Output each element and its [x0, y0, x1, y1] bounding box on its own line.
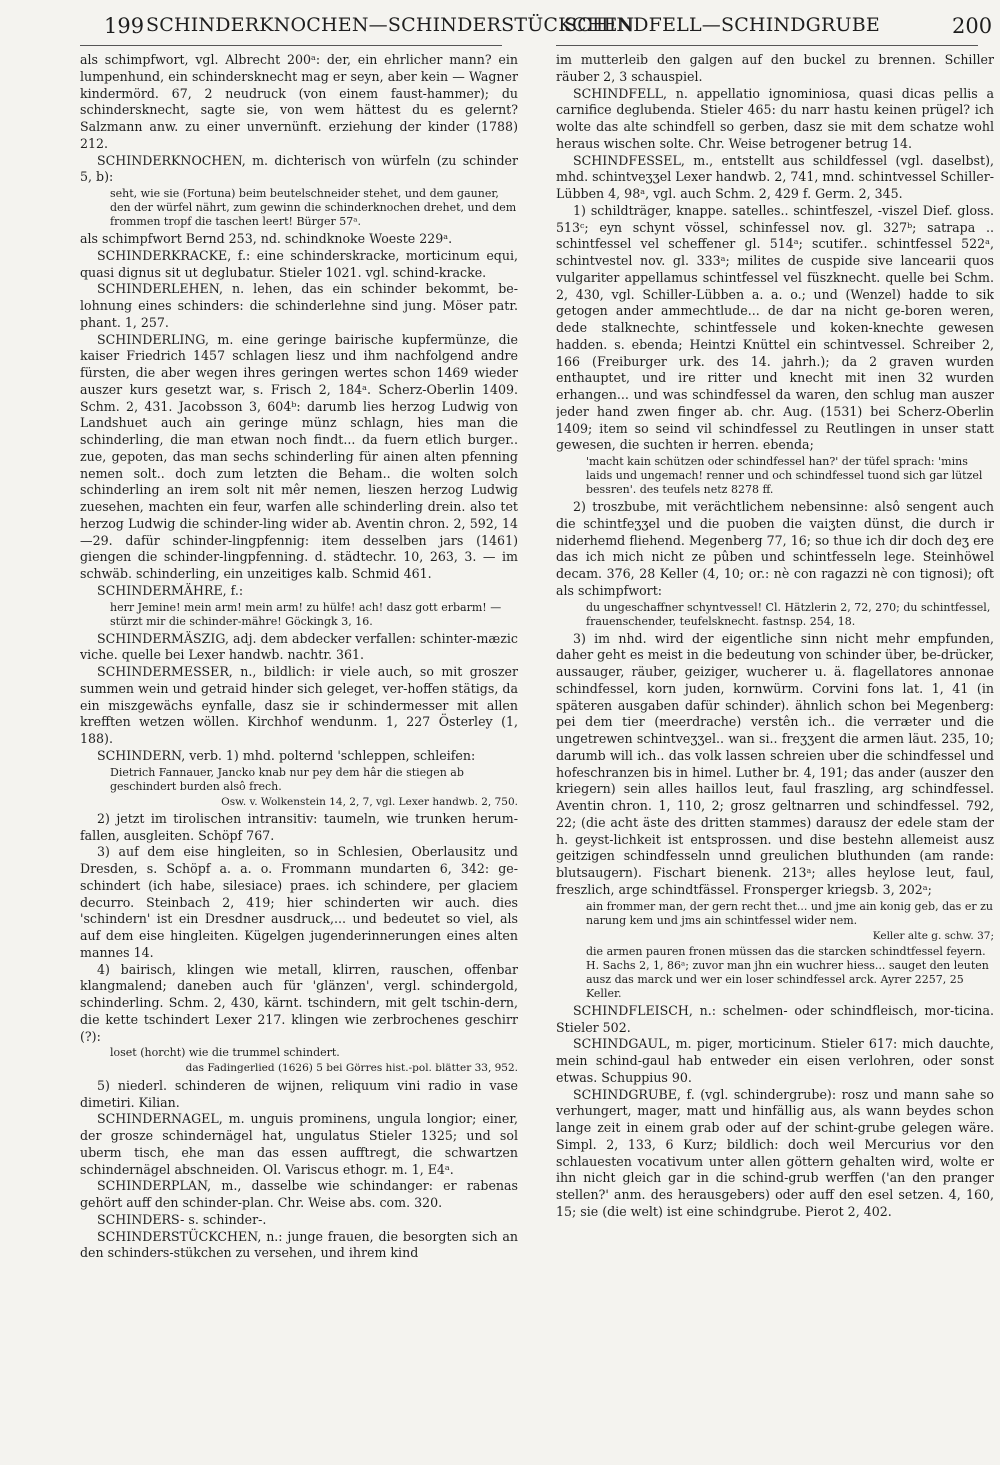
dictionary-entry: SCHINDERKNOCHEN, m. dichterisch von würfeln (zu schinder 5, b): — [80, 152, 518, 185]
right-running-header: SCHINDFELL—SCHINDGRUBE — [564, 14, 880, 36]
left-column — [80, 52, 518, 1457]
right-column — [556, 52, 994, 1457]
citation-quote: seht, wie sie (Fortuna) beim beutelschneider stehet, und dem gauner, den der würfel nährt, zum gewinn die schinderknochen drehet, und dem frommen tropf die taschen leert! Bürger 57ᵃ. — [110, 187, 517, 228]
dictionary-entry: SCHINDERKRACKE, f.: eine schinderskracke, morticinum equi, quasi dignus sit ut deglubatur. Stieler 1021. vgl. schind-kracke. — [80, 247, 518, 280]
citation-quote: Keller alte g. schw. 37; — [872, 929, 994, 942]
right-header-rule — [556, 45, 978, 46]
dictionary-entry: 3) im nhd. wird der eigentliche sinn nicht mehr empfunden, daher geht es meist in die bedeutung von schinder über, be-drücker, aussauger, räuber, geiziger, wucherer u. ä. flagellatores annonae schindfessel, korn juden, kornwürm. Corvini fons lat. 1, 41 (in späteren ausgaben dafür schinder). ähnlich schon bei Megenberg: pei dem tier (meerdrache) verstên ich.. die verræter und die ungetrewen schintveʒʒel.. wan si.. freʒʒent die armen läut. 235, 10; darumb will ich.. das volk lassen schreien uber die schindfessel und hofeschranzen bis in himel. Luther br. 4, 191; das ander (auszer den kriegern) sein alles haillos leut, faul fraszling, arg schindfessel. Aventin chron. 1, 110, 2; grosz geltnarren und schindfessel. 792, 22; (die acht äste des dritten stammes) darausz der edele stam der h. geyst-lichkeit ist entsprossen. und dise bestehn allemeist ausz geitzigen schindfesseln unnd greulichen bluthunden (am rande: blutsaugern). Fischart bienenk. 213ᵃ; alles heylose leut, faul, freszlich, arge schindtfässel. Fronsperger kriegsb. 3, 202ᵃ; — [556, 630, 994, 897]
citation-quote: das Fadingerlied (1626) 5 bei Görres hist.-pol. blätter 33, 952. — [185, 1062, 518, 1075]
citation-quote: herr Jemine! mein arm! mein arm! zu hülfe! ach! dasz gott erbarm! — stürzt mir die schinder-mähre! Göckingk 3, 16. — [110, 600, 502, 628]
dictionary-entry: SCHINDERNAGEL, m. unguis prominens, ungula longior; einer, der grosze schindernägel hat, ungulatus Stieler 1325; und sol uberm tisch, ehe man das essen aufftregt, die schwartzen schindernägel abschneiden. Ol. Variscus ethogr. m. 1, E4ᵃ. — [80, 1111, 518, 1177]
dictionary-entry: SCHINDERPLAN, m., dasselbe wie schindanger: er rabenas gehört auff den schinder-plan. Chr. Weise abs. com. 320. — [80, 1178, 518, 1211]
dictionary-entry: 3) auf dem eise hingleiten, so in Schlesien, Oberlausitz und Dresden, s. Schöpf a. a. o. Frommann mundarten 6, 342: ge-schindert (ich habe, silesiace) praes. ich schindere, per glaciem decurro. Steinbach 2, 419; hier schinderten wir auch. dies 'schindern' ist ein Dresdner ausdruck,... und bedeutet so viel, als auf dem eise hingleiten. Kügelgen jugenderinnerungen eines alten mannes 14. — [80, 844, 518, 960]
dictionary-entry: SCHINDFLEISCH, n.: schelmen- oder schindfleisch, mor-ticina. Stieler 502. — [556, 1002, 994, 1035]
left-running-header: SCHINDERKNOCHEN—SCHINDERSTÜCKCHEN — [146, 14, 635, 36]
citation-quote: du ungeschaffner schyntvessel! Cl. Hätzlerin 2, 72, 270; du schintfessel, frauenschender, teufelsknecht. fastnsp. 254, 18. — [586, 600, 991, 628]
dictionary-entry: 1) schildträger, knappe. satelles.. schintfeszel, -viszel Dief. gloss. 513ᶜ; eyn schynt vössel, schinfessel nov. gl. 327ᵇ; satrapa .. schintfessel vel scheffener gl. 514ᵃ; scutifer.. schintfessel 522ᵃ, schintvestel nov. gl. 333ᵃ; milites de cuspide sive lancearii quos vulgariter appellamus schintfessel vel füszknecht. quelle bei Schm. 2, 430, vgl. Schiller-Lübben a. a. o.; und (Wenzel) hadde to sik getogen ander ammechtlude... de dar na nicht ge-boren weren, dede stalknechte, schintfessele und koken-knechte gewesen hadden. s. ebenda; Heintzi Knüttel ein schintvessel. Schreiber 2, 166 (Freiburger urk. des 14. jahrh.); da 2 graven wurden enthauptet, und ire ritter und knecht mit inen 32 wurden erhangen... und was schindfessel da waren, den schlug man auszer jeder hand zwen finger ab. chr. Aug. (1531) bei Scherz-Oberlin 1409; item so seind vil schindfessel zu Reutlingen in unser statt gewesen, die suchten ir herren. ebenda; — [556, 202, 994, 453]
dictionary-entry: 2) jetzt im tirolischen intransitiv: taumeln, wie trunken herum-fallen, ausgleiten. Schöpf 767. — [80, 810, 518, 843]
dictionary-entry: SCHINDERMESSER, n., bildlich: ir viele auch, so mit groszer summen wein und getraid hinder sich geleget, ver-hoffen stätigs, da ein miszgewächs eynfalle, dasz sie ir schindermesser mit allen krefften wetzen wöllen. Kirchhof wendunm. 1, 227 Österley (1, 188). — [80, 664, 518, 746]
dictionary-entry: 4) bairisch, klingen wie metall, klirren, rauschen, offenbar klangmalend; daneben auch für 'glänzen', vergl. schindergold, schinderling. Schm. 2, 430, kärnt. tschindern, mit gelt tschin-dern, die kette tschindert Lexer 217. klingen wie zerbrochenes geschirr (?): — [80, 961, 518, 1044]
citation-quote: Dietrich Fannauer, Jancko knab nur pey dem hâr die stiegen ab geschindert burden alsô frech. — [110, 765, 464, 793]
left-page-number: 199 — [104, 14, 145, 38]
citation-quote: loset (horcht) wie die trummel schindert. — [110, 1046, 340, 1060]
dictionary-entry: SCHINDERS- s. schinder-. — [97, 1211, 267, 1227]
citation-quote: 'macht kain schützen oder schindfessel han?' der tüfel sprach: 'mins laids und ungemach! renner und och schindfessel tuond sich gar lützel bessren'. des teufels netz 8278 ff. — [586, 455, 983, 496]
dictionary-entry: SCHINDERLING, m. eine geringe bairische kupfermünze, die kaiser Friedrich 1457 schlagen liesz und ihm nachfolgend andre fürsten, die aber wegen ihres geringen wertes schon 1469 wieder auszer kurs gesetzt war, s. Frisch 2, 184ᵃ. Scherz-Oberlin 1409. Schm. 2, 431. Jacobsson 3, 604ᵇ: darumb lies herzog Ludwig von Landshuet auch ain geringe münz schlagn, hies man die schinderling, die man etwan noch findt... da fuern etlich burger.. zue, gepoten, das man sechs schinderling für ainen alten pfenning nemen solt.. doch zum letzten die Beham.. die wolten solch schinderling an irem solt nit mêr nemen, lieszen herzog Ludwig zuesehen, machten ein feur, warfen alle schinderling drein. also tet herzog Ludwig die schinder-ling wider ab. Aventin chron. 2, 592, 14—29. dafür schinder-lingpfennig: item desselben jars (1461) giengen die schinder-lingpfenning. d. städtechr. 10, 263, 3. — im schwäb. schinderling, ein unzeitiges kalb. Schmid 461. — [80, 331, 518, 581]
citation-quote: die armen pauren fronen müssen das die starcken schindtfessel feyern. H. Sachs 2, 1, 86ᵃ; zuvor man jhn ein wuchrer hiess... sauget den leuten ausz das marck und wer ein loser schindfessel arck. Ayrer 2257, 25 Keller. — [586, 944, 989, 1000]
right-page-number: 200 — [952, 14, 993, 38]
dictionary-entry: SCHINDERN, verb. 1) mhd. polternd 'schleppen, schleifen: — [97, 747, 476, 763]
dictionary-entry: SCHINDERLEHEN, n. lehen, das ein schinder bekommt, be-lohnung eines schinders: die schinderlehne sind jung. Möser patr. phant. 1, 257. — [80, 281, 518, 330]
dictionary-entry: 5) niederl. schinderen de wijnen, reliquum vini radio in vase dimetiri. Kilian. — [80, 1077, 518, 1110]
citation-quote: ain frommer man, der gern recht thet... und jme ain konig geb, das er zu narung kem und jms ain schintfessel wider nem. — [586, 899, 993, 927]
left-header-rule — [80, 45, 502, 46]
dictionary-entry: SCHINDERMÄSZIG, adj. dem abdecker verfallen: schinter-mæzic viche. quelle bei Lexer handwb. nachtr. 361. — [80, 630, 518, 663]
dictionary-entry: SCHINDFELL, n. appellatio ignominiosa, quasi dicas pellis a carnifice deglubenda. Stieler 465: du narr hastu keinen prügel? ich wolte das alte schindfell so gerben, dasz sie mit dem schatze wohl heraus wischen solte. Chr. Weise betrogener betrug 14. — [556, 85, 994, 151]
dictionary-entry: 2) troszbube, mit verächtlichem nebensinne: alsô sengent auch die schintfeʒʒel und die puoben die vaiʒten dünst, die durch ir niderhemd fliehend. Megenberg 77, 16; so thue ich dir doch deʒ ere das ich mich nicht ze pûben und schintfesseln lege. Steinhöwel decam. 376, 28 Keller (4, 10; or.: nè con ragazzi nè con tignosi); oft als schimpfwort: — [556, 499, 994, 598]
dictionary-entry: als schimpfwort, vgl. Albrecht 200ᵃ: der, ein ehrlicher mann? ein lumpenhund, ein schindersknecht mag er seyn, aber kein — Wagner kindermörd. 67, 2 neudruck (von einem faust-hammer); du schindersknecht, sagte sie, von wem hättest du es gelernt? Salzmann anw. zu einer unvernünft. erziehung der kinder (1788) 212. — [80, 52, 518, 151]
dictionary-entry: SCHINDGAUL, m. piger, morticinum. Stieler 617: mich dauchte, mein schind-gaul hab entweder ein eisen verlohren, oder sonst etwas. Schuppius 90. — [556, 1036, 994, 1085]
dictionary-entry: SCHINDERMÄHRE, f.: — [97, 582, 244, 598]
dictionary-entry: SCHINDFESSEL, m., entstellt aus schildfessel (vgl. daselbst), mhd. schintveʒʒel Lexer handwb. 2, 741, mnd. schintvessel Schiller-Lübben 4, 98ᵃ, vgl. auch Schm. 2, 429 f. Germ. 2, 345. — [556, 152, 994, 201]
dictionary-entry: SCHINDGRUBE, f. (vgl. schindergrube): rosz und mann sahe so verhungert, mager, matt und hinfällig aus, als wann beydes schon lange zeit in einem grab oder auf der schint-grube gelegen wäre. Simpl. 2, 133, 6 Kurz; bildlich: doch weil Mercurius vor den schlauesten vocativum unter allen göttern gehalten wird, wolte er ihn nicht gleich gar in die schind-grub werffen ('an den pranger stellen?' anm. des herausgebers) oder auff den esel setzen. 4, 160, 15; sie (die welt) ist eine schindgrube. Pierot 2, 402. — [556, 1086, 994, 1219]
dictionary-entry: im mutterleib den galgen auf den buckel zu brennen. Schiller räuber 2, 3 schauspiel. — [556, 52, 994, 84]
dictionary-entry: SCHINDERSTÜCKCHEN, n.: junge frauen, die besorgten sich an den schinders-stükchen zu versehen, und ihrem kind — [80, 1228, 518, 1261]
dictionary-entry: als schimpfwort Bernd 253, nd. schindknoke Woeste 229ᵃ. — [80, 231, 453, 246]
citation-quote: Osw. v. Wolkenstein 14, 2, 7, vgl. Lexer handwb. 2, 750. — [221, 795, 518, 808]
